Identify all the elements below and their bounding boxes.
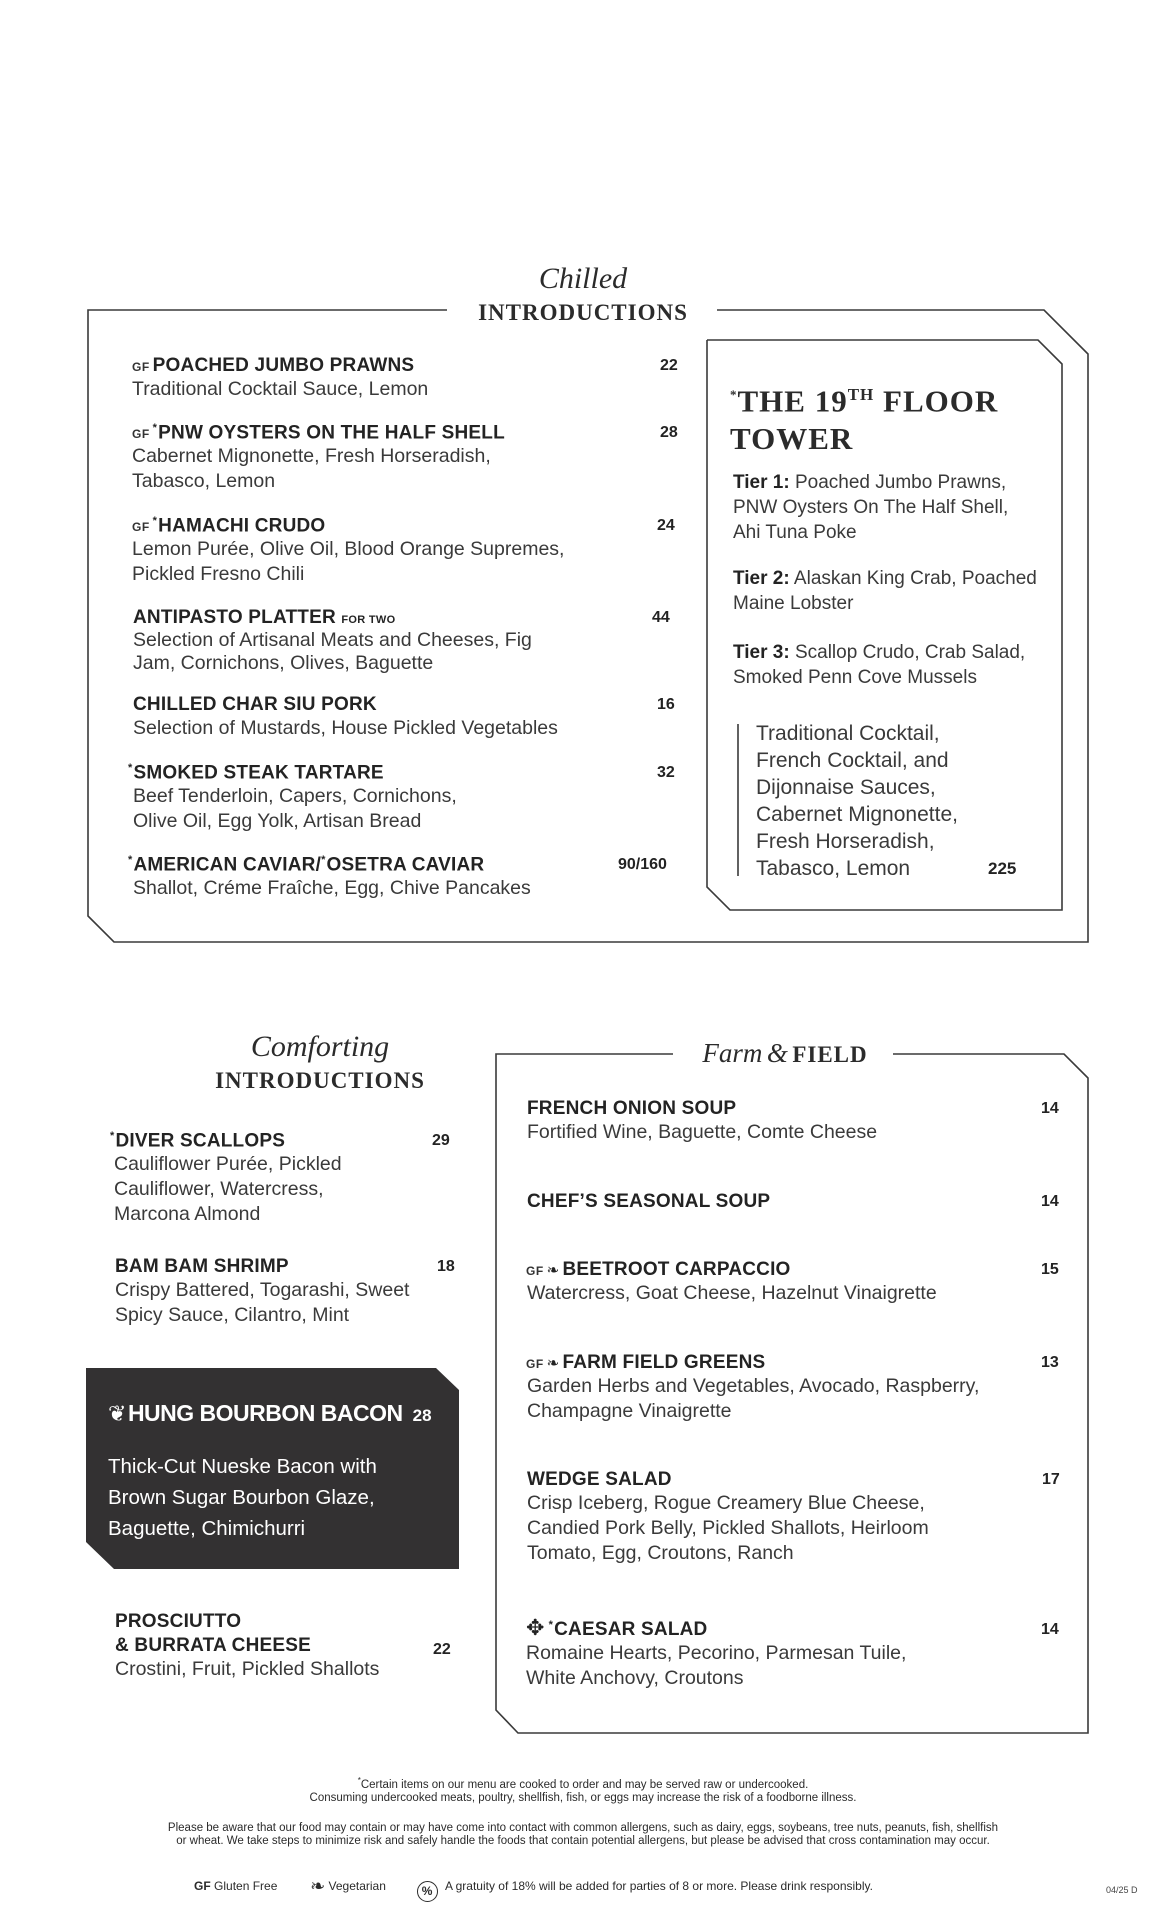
item-name: CAESAR SALAD <box>554 1619 708 1640</box>
comforting-script-title: Comforting <box>250 1030 390 1063</box>
tower-tier <box>733 640 1038 690</box>
raw-asterisk: * <box>357 1776 361 1785</box>
menu-item <box>526 1352 1066 1424</box>
item-name: HAMACHI CRUDO <box>158 515 326 537</box>
chilled-caps-title: INTRODUCTIONS <box>478 300 688 325</box>
item-name: PROSCIUTTO <box>115 1611 242 1632</box>
disclaimer-line: Consuming undercooked meats, poultry, shellfish, fish, or eggs may increase the risk of a foodborne illness. <box>309 1791 857 1804</box>
gluten-free-legend-label: Gluten Free <box>214 1879 278 1893</box>
sauce-line: French Cocktail, and <box>756 749 949 772</box>
item-price: 14 <box>1041 1100 1059 1117</box>
item-note: FOR TWO <box>341 614 396 626</box>
raw-asterisk: * <box>730 387 738 402</box>
item-price: 29 <box>432 1132 450 1149</box>
item-name: WEDGE SALAD <box>527 1469 672 1490</box>
leaf-icon: ❧ <box>310 1876 326 1896</box>
item-price: 24 <box>657 517 675 534</box>
legend <box>194 1876 873 1902</box>
item-name: CHEF’S SEASONAL SOUP <box>527 1191 771 1212</box>
raw-asterisk: * <box>321 854 326 866</box>
item-name: DIVER SCALLOPS <box>115 1130 286 1152</box>
leaf-icon: ❧ <box>546 1355 560 1372</box>
feature-description: Thick-Cut Nueske Bacon with Brown Sugar Bourbon Glaze, Baguette, Chimichurri <box>108 1455 377 1540</box>
item-price: 16 <box>657 696 675 713</box>
disclaimer-line: or wheat. We take steps to minimize risk and safely handle the foods that contain potential allergens, but please be advised that cross contamination may occur. <box>176 1835 990 1847</box>
item-description: Fortified Wine, Baguette, Comte Cheese <box>527 1121 878 1143</box>
tier-text: Scallop Crudo, Crab Salad, Smoked Penn Cove Mussels <box>733 642 1026 688</box>
gluten-free-badge: GF <box>526 1357 544 1371</box>
raw-asterisk: * <box>110 1130 115 1142</box>
menu-item <box>527 1098 1067 1145</box>
item-description: Selection of Mustards, House Pickled Vegetables <box>133 717 558 739</box>
disclaimer-line: Certain items on our menu are cooked to order and may be served raw or undercooked. <box>360 1778 809 1791</box>
menu-item <box>132 515 682 587</box>
item-price: 90/160 <box>618 856 667 873</box>
raw-asterisk: * <box>128 854 133 866</box>
sauce-line: Cabernet Mignonette, <box>756 803 958 826</box>
item-name: SMOKED STEAK TARTARE <box>133 762 384 784</box>
tier-label: Tier 1: <box>733 472 790 493</box>
tier-label: Tier 2: <box>733 568 790 589</box>
feature-price: 28 <box>412 1406 432 1425</box>
disclaimer-line: Please be aware that our food may contain or may have come into contact with common allergens, such as dairy, eggs, soybeans, tree nuts, peanuts, fish, shellfish <box>167 1822 999 1834</box>
raw-asterisk: * <box>152 515 158 527</box>
item-price: 14 <box>1041 1621 1059 1638</box>
item-name: PNW OYSTERS ON THE HALF SHELL <box>158 422 505 444</box>
menu-item <box>128 854 683 901</box>
item-name: BEETROOT CARPACCIO <box>562 1259 791 1280</box>
sauce-line: Tabasco, Lemon <box>756 857 911 880</box>
item-name-secondary: OSETRA CAVIAR <box>326 854 485 876</box>
tower-title-part: FLOOR <box>883 383 999 419</box>
item-description: Crostini, Fruit, Pickled Shallots <box>115 1658 380 1680</box>
vegetarian-legend-label: Vegetarian <box>328 1879 386 1893</box>
sauce-line: Traditional Cocktail, <box>756 722 940 745</box>
item-price: 18 <box>437 1258 455 1275</box>
menu-item <box>132 422 682 494</box>
item-price: 22 <box>433 1641 451 1658</box>
comforting-caps-title: INTRODUCTIONS <box>215 1068 425 1093</box>
gluten-free-badge: GF <box>132 427 150 442</box>
item-price: 22 <box>660 357 678 374</box>
farm-title <box>680 1038 890 1069</box>
item-price: 13 <box>1041 1354 1059 1371</box>
item-description: Crispy Battered, Togarashi, Sweet Spicy Sauce, Cilantro, Mint <box>115 1279 410 1326</box>
item-name: POACHED JUMBO PRAWNS <box>152 355 415 376</box>
item-price: 17 <box>1042 1471 1060 1488</box>
item-price: 14 <box>1041 1193 1059 1210</box>
allergen-disclaimer <box>0 1822 1166 1848</box>
item-description: Garden Herbs and Vegetables, Avocado, Raspberry, Champagne Vinaigrette <box>527 1375 980 1422</box>
tower-tier <box>733 470 1038 545</box>
tower-title <box>730 376 1050 458</box>
chilled-script-title: Chilled <box>538 262 628 295</box>
menu-code: 04/25 D <box>1106 1885 1138 1895</box>
menu-item <box>133 694 683 741</box>
leaf-icon: ❧ <box>546 1262 560 1279</box>
item-description: Crisp Iceberg, Rogue Creamery Blue Cheese, Candied Pork Belly, Pickled Shallots, Heirloom Tomato, Egg, Croutons, Ranch <box>527 1492 929 1564</box>
item-name: AMERICAN CAVIAR/ <box>133 854 322 876</box>
feature-name: HUNG BOURBON BACON <box>127 1400 403 1426</box>
item-description: Romaine Hearts, Pecorino, Parmesan Tuile, White Anchovy, Croutons <box>526 1642 907 1689</box>
item-price: 44 <box>652 609 670 626</box>
menu-item <box>526 1615 1066 1691</box>
item-description: Cauliflower Purée, Pickled Cauliflower, Watercress, Marcona Almond <box>114 1153 342 1226</box>
sauce-line: Dijonnaise Sauces, <box>756 776 936 799</box>
menu-item <box>132 355 682 402</box>
item-name-line2: & BURRATA CHEESE <box>115 1635 312 1656</box>
item-name: CHILLED CHAR SIU PORK <box>133 694 377 715</box>
item-description: Traditional Cocktail Sauce, Lemon <box>132 378 429 400</box>
menu-item <box>527 1191 1067 1213</box>
chef-special-icon: ✥ <box>526 1615 545 1640</box>
raw-disclaimer <box>0 1774 1166 1805</box>
tower-price: 225 <box>988 859 1017 878</box>
menu-item <box>527 1469 1067 1566</box>
gluten-free-badge: GF <box>132 360 150 374</box>
gluten-free-legend-badge: GF <box>194 1879 211 1893</box>
gratuity-note: A gratuity of 18% will be added for parties of 8 or more. Please drink responsibly. <box>444 1879 873 1893</box>
sauce-line: Fresh Horseradish, <box>756 830 935 853</box>
menu-item <box>526 1259 1066 1306</box>
item-name: FRENCH ONION SOUP <box>527 1098 737 1119</box>
item-description: Watercress, Goat Cheese, Hazelnut Vinaigrette <box>527 1282 937 1304</box>
item-description: Cabernet Mignonette, Fresh Horseradish, Tabasco, Lemon <box>132 445 491 493</box>
menu-item <box>128 762 683 834</box>
raw-asterisk: * <box>548 1618 554 1631</box>
gratuity-icon: % <box>417 1881 438 1902</box>
whiskey-icon: ❦ <box>108 1401 126 1426</box>
item-description: Shallot, Créme Fraîche, Egg, Chive Pancakes <box>133 877 531 900</box>
tower-title-part: TOWER <box>730 421 854 457</box>
tier-text: Poached Jumbo Prawns, PNW Oysters On The Half Shell, Ahi Tuna Poke <box>733 472 1009 543</box>
tower-tier <box>733 566 1038 616</box>
item-name: ANTIPASTO PLATTER <box>133 607 336 628</box>
item-price: 28 <box>660 424 678 441</box>
item-description: Beef Tenderloin, Capers, Cornichons, Olive Oil, Egg Yolk, Artisan Bread <box>133 785 457 833</box>
farm-ampersand: & <box>766 1038 788 1068</box>
tower-title-sup: TH <box>847 385 875 404</box>
farm-caps-title: FIELD <box>792 1042 868 1067</box>
raw-asterisk: * <box>128 762 133 774</box>
item-name: FARM FIELD GREENS <box>562 1352 766 1373</box>
gluten-free-badge: GF <box>132 520 150 535</box>
item-description: Lemon Purée, Olive Oil, Blood Orange Supremes, Pickled Fresno Chili <box>132 538 565 586</box>
tier-text: Alaskan King Crab, Poached Maine Lobster <box>733 568 1037 614</box>
tower-title-part: THE 19 <box>737 383 848 419</box>
item-price: 15 <box>1041 1261 1059 1278</box>
menu-item <box>133 607 683 675</box>
raw-asterisk: * <box>152 422 158 434</box>
tower-sauces <box>756 720 958 882</box>
gluten-free-badge: GF <box>526 1264 544 1278</box>
item-name: BAM BAM SHRIMP <box>115 1256 289 1277</box>
item-description: Selection of Artisanal Meats and Cheeses, Fig Jam, Cornichons, Olives, Baguette <box>133 629 532 674</box>
farm-script-title: Farm <box>702 1038 763 1068</box>
item-price: 32 <box>657 764 675 781</box>
tier-label: Tier 3: <box>733 642 790 663</box>
